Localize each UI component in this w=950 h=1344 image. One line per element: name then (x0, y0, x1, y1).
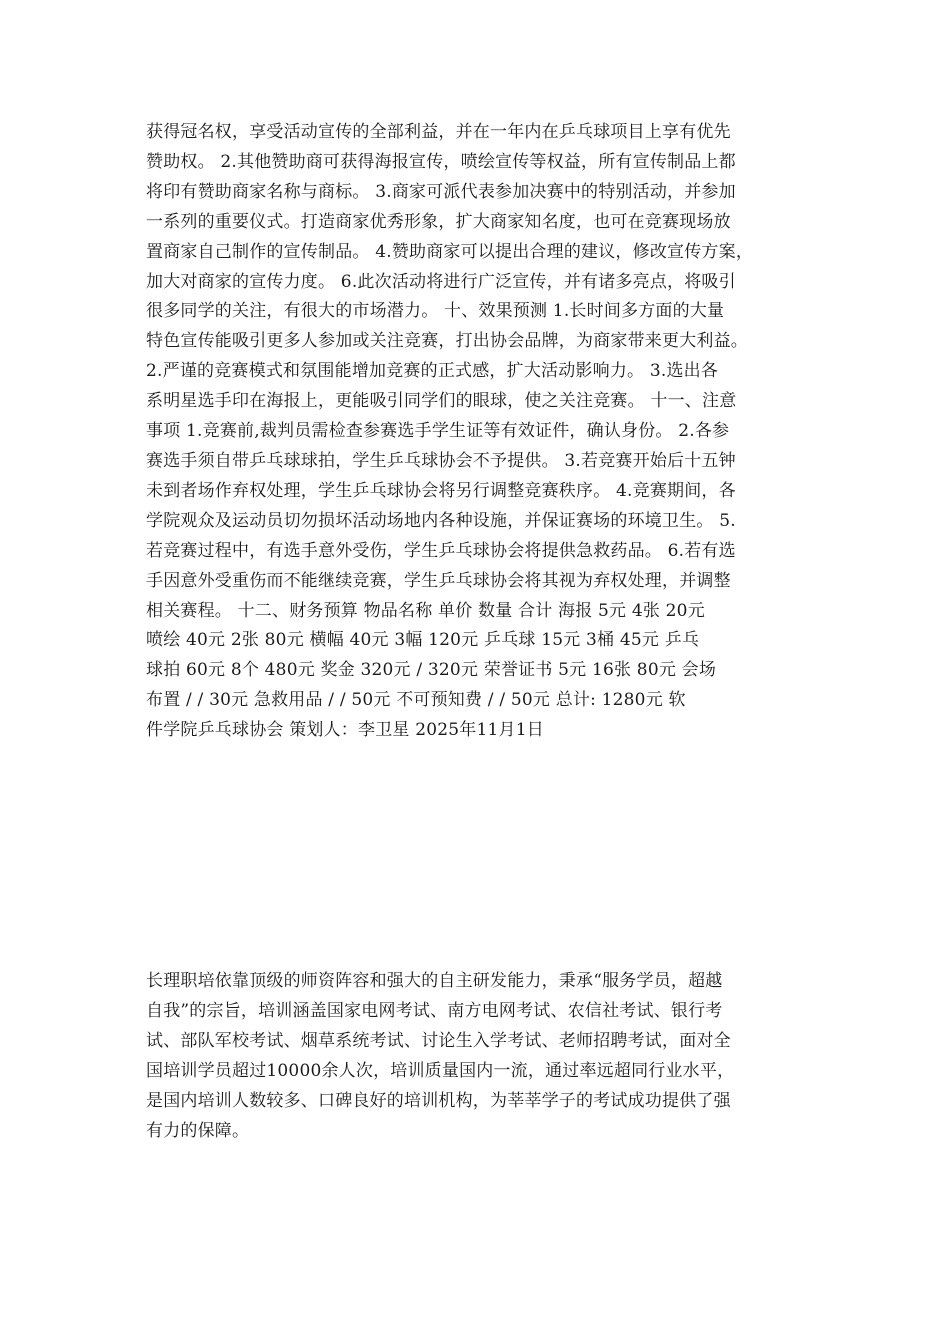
text-line: 事项 1.竞赛前,裁判员需检查参赛选手学生证等有效证件，确认身份。 2.各参 (146, 421, 730, 442)
body-paragraph (146, 967, 822, 1146)
text-line: 手因意外受重伤而不能继续竞赛，学生乒乓球协会将其视为弃权处理，并调整 (146, 570, 731, 591)
text-line: 布置 / / 30元 急救用品 / / 50元 不可预知费 / / 50元 总计: 1280元 软 (146, 690, 686, 711)
text-line: 喷绘 40元 2张 80元 横幅 40元 3幅 120元 乒乓球 15元 3桶 45元 乒乓 (146, 630, 700, 651)
text-line: 一系列的重要仪式。打造商家优秀形象，扩大商家知名度，也可在竞赛现场放 (146, 211, 731, 232)
text-line: 若竞赛过程中，有选手意外受伤，学生乒乓球协会将提供急救药品。 6.若有选 (146, 540, 736, 561)
text-line: 相关赛程。 十二、财务预算 物品名称 单价 数量 合计 海报 5元 4张 20元 (146, 600, 705, 621)
text-line: 学院观众及运动员切勿损坏活动场地内各种设施，并保证赛场的环境卫生。 5. (146, 510, 736, 531)
text-line: 很多同学的关注，有很大的市场潜力。 十、效果预测 1.长时间多方面的大量 (146, 301, 725, 322)
text-line: 2.严谨的竞赛模式和氛围能增加竞赛的正式感，扩大活动影响力。 3.选出各 (146, 361, 719, 382)
text-line: 球拍 60元 8个 480元 奖金 320元 / 320元 荣誉证书 5元 16张 80元 会场 (146, 660, 717, 681)
text-line: 有力的保障。 (146, 1120, 250, 1141)
text-line: 获得冠名权，享受活动宣传的全部利益，并在一年内在乒乓球项目上享有优先 (146, 122, 731, 142)
text-line: 赛选手须自带乒乓球球拍，学生乒乓球协会不予提供。 3.若竞赛开始后十五钟 (146, 450, 736, 471)
body-paragraph (146, 118, 822, 746)
text-line: 赞助权。 2.其他赞助商可获得海报宣传，喷绘宣传等权益，所有宣传制品上都 (146, 151, 736, 172)
text-line: 未到者场作弃权处理，学生乒乓球协会将另行调整竞赛秩序。 4.竞赛期间，各 (146, 480, 736, 501)
text-line: 件学院乒乓球协会 策划人：李卫星 2025年11月1日 (146, 720, 544, 741)
text-line: 自我”的宗旨，培训涵盖国家电网考试、南方电网考试、农信社考试、银行考 (146, 1000, 723, 1021)
text-line: 加大对商家的宣传力度。 6.此次活动将进行广泛宣传，并有诸多亮点，将吸引 (146, 271, 736, 292)
text-line: 系明星选手印在海报上，更能吸引同学们的眼球，使之关注竞赛。 十一、注意 (146, 391, 737, 412)
text-line: 特色宣传能吸引更多人参加或关注竞赛，打出协会品牌，为商家带来更大利益。 (146, 331, 748, 352)
text-line: 长理职培依靠顶级的师资阵容和强大的自主研发能力，秉承“服务学员，超越 (146, 971, 723, 991)
text-line: 将印有赞助商家名称与商标。 3.商家可派代表参加决赛中的特别活动，并参加 (146, 181, 736, 202)
text-line: 试、部队军校考试、烟草系统考试、讨论生入学考试、老师招聘考试，面对全 (146, 1030, 731, 1051)
text-line: 国培训学员超过10000余人次，培训质量国内一流，通过率远超同行业水平， (146, 1060, 735, 1081)
text-line: 是国内培训人数较多、口碑良好的培训机构，为莘莘学子的考试成功提供了强 (146, 1090, 731, 1111)
text-line: 置商家自己制作的宣传制品。 4.赞助商家可以提出合理的建议，修改宣传方案， (146, 241, 754, 262)
